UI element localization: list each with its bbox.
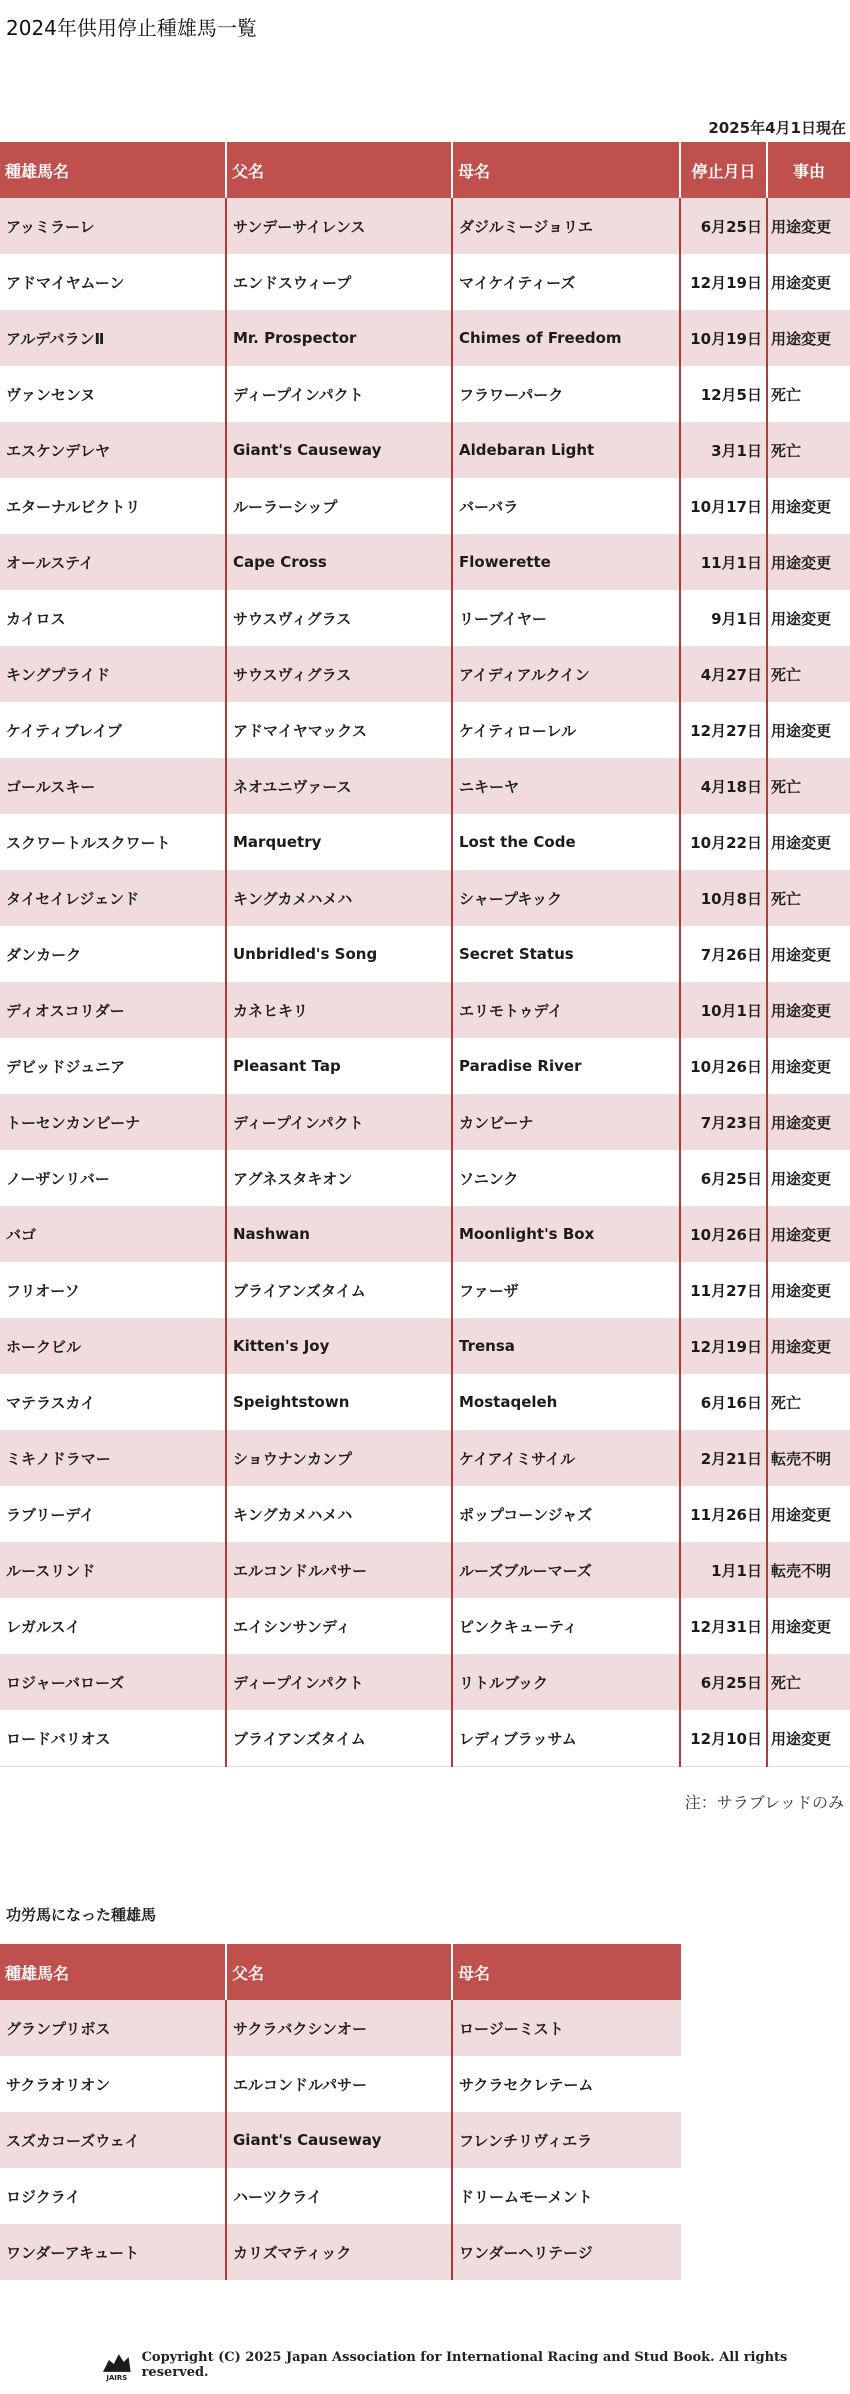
- cell-reason: 用途変更: [767, 926, 850, 982]
- table-row: [0, 534, 850, 590]
- cell-stallion-name: アルデバランⅡ: [0, 310, 226, 366]
- cell-dam: ダジルミージョリエ: [452, 198, 680, 254]
- cell-dam: ソニンク: [452, 1150, 680, 1206]
- cell-stop-date: 12月19日: [680, 254, 767, 310]
- table-row: [0, 2056, 681, 2112]
- cell-reason: 転売不明: [767, 1430, 850, 1486]
- cell-sire: ショウナンカンプ: [226, 1430, 452, 1486]
- cell-dam: フレンチリヴィエラ: [452, 2112, 681, 2168]
- as-of-date: 2025年4月1日現在: [708, 119, 846, 137]
- cell-stop-date: 10月22日: [680, 814, 767, 870]
- table-row: [0, 2112, 681, 2168]
- cell-reason: 用途変更: [767, 1206, 850, 1262]
- cell-reason: 用途変更: [767, 254, 850, 310]
- header-sire: 父名: [226, 142, 452, 198]
- cell-sire: カリズマティック: [226, 2224, 452, 2280]
- footnote: 注：サラブレッドのみ: [684, 1793, 844, 1812]
- cell-stop-date: 6月25日: [680, 1150, 767, 1206]
- cell-dam: ピンクキューティ: [452, 1598, 680, 1654]
- table-row: [0, 1654, 850, 1710]
- cell-reason: 用途変更: [767, 1150, 850, 1206]
- footer: [100, 2348, 850, 2382]
- cell-stop-date: 12月5日: [680, 366, 767, 422]
- cell-reason: 用途変更: [767, 198, 850, 254]
- cell-sire: キングカメハメハ: [226, 1486, 452, 1542]
- cell-stallion-name: ラブリーデイ: [0, 1486, 226, 1542]
- table-row: [0, 1430, 850, 1486]
- cell-dam: リトルブック: [452, 1654, 680, 1710]
- cell-stop-date: 12月10日: [680, 1710, 767, 1767]
- cell-stallion-name: サクラオリオン: [0, 2056, 226, 2112]
- cell-sire: キングカメハメハ: [226, 870, 452, 926]
- cell-stallion-name: ヴァンセンヌ: [0, 366, 226, 422]
- cell-stallion-name: スズカコーズウェイ: [0, 2112, 226, 2168]
- table-row: [0, 1150, 850, 1206]
- cell-dam: サクラセクレテーム: [452, 2056, 681, 2112]
- cell-sire: サウスヴィグラス: [226, 590, 452, 646]
- cell-sire: Unbridled's Song: [226, 926, 452, 982]
- table-row: [0, 1710, 850, 1767]
- cell-dam: Aldebaran Light: [452, 422, 680, 478]
- table-row: [0, 366, 850, 422]
- table-row: [0, 254, 850, 310]
- header-reason: 事由: [767, 142, 850, 198]
- cell-stallion-name: スクワートルスクワート: [0, 814, 226, 870]
- cell-sire: Giant's Causeway: [226, 422, 452, 478]
- cell-dam: リーブイヤー: [452, 590, 680, 646]
- cell-stop-date: 2月21日: [680, 1430, 767, 1486]
- cell-sire: アドマイヤマックス: [226, 702, 452, 758]
- cell-sire: エルコンドルパサー: [226, 2056, 452, 2112]
- cell-stallion-name: ロジクライ: [0, 2168, 226, 2224]
- cell-stop-date: 11月26日: [680, 1486, 767, 1542]
- table-row: [0, 422, 850, 478]
- cell-stallion-name: ミキノドラマー: [0, 1430, 226, 1486]
- cell-sire: ディープインパクト: [226, 1094, 452, 1150]
- cell-dam: ルーズブルーマーズ: [452, 1542, 680, 1598]
- cell-stallion-name: デビッドジュニア: [0, 1038, 226, 1094]
- cell-stop-date: 9月1日: [680, 590, 767, 646]
- cell-stallion-name: レガルスイ: [0, 1598, 226, 1654]
- cell-stallion-name: ケイティブレイブ: [0, 702, 226, 758]
- cell-stallion-name: ロジャーバローズ: [0, 1654, 226, 1710]
- table-row: [0, 2000, 681, 2056]
- cell-stallion-name: ノーザンリバー: [0, 1150, 226, 1206]
- cell-stop-date: 10月1日: [680, 982, 767, 1038]
- cell-dam: ファーザ: [452, 1262, 680, 1318]
- cell-stop-date: 3月1日: [680, 422, 767, 478]
- cell-reason: 用途変更: [767, 702, 850, 758]
- table-row: [0, 310, 850, 366]
- cell-sire: エイシンサンディ: [226, 1598, 452, 1654]
- cell-stallion-name: ディオスコリダー: [0, 982, 226, 1038]
- cell-stallion-name: エスケンデレヤ: [0, 422, 226, 478]
- cell-reason: 死亡: [767, 1374, 850, 1430]
- header-stop-date: 停止月日: [680, 142, 767, 198]
- table-row: [0, 1262, 850, 1318]
- cell-dam: ニキーヤ: [452, 758, 680, 814]
- cell-sire: カネヒキリ: [226, 982, 452, 1038]
- cell-reason: 用途変更: [767, 1710, 850, 1767]
- cell-dam: カンビーナ: [452, 1094, 680, 1150]
- cell-reason: 用途変更: [767, 1318, 850, 1374]
- table-row: [0, 982, 850, 1038]
- page-title: 2024年供用停止種雄馬一覧: [6, 16, 257, 40]
- cell-stallion-name: ワンダーアキュート: [0, 2224, 226, 2280]
- cell-stallion-name: アッミラーレ: [0, 198, 226, 254]
- cell-dam: マイケイティーズ: [452, 254, 680, 310]
- cell-reason: 用途変更: [767, 1038, 850, 1094]
- cell-stop-date: 12月19日: [680, 1318, 767, 1374]
- cell-stop-date: 1月1日: [680, 1542, 767, 1598]
- cell-sire: ブライアンズタイム: [226, 1262, 452, 1318]
- cell-stop-date: 6月16日: [680, 1374, 767, 1430]
- cell-stop-date: 10月26日: [680, 1206, 767, 1262]
- cell-stallion-name: トーセンカンビーナ: [0, 1094, 226, 1150]
- cell-stop-date: 11月27日: [680, 1262, 767, 1318]
- cell-sire: Nashwan: [226, 1206, 452, 1262]
- cell-stallion-name: オールステイ: [0, 534, 226, 590]
- cell-dam: フラワーパーク: [452, 366, 680, 422]
- cell-reason: 転売不明: [767, 1542, 850, 1598]
- cell-reason: 用途変更: [767, 1598, 850, 1654]
- cell-stop-date: 12月31日: [680, 1598, 767, 1654]
- cell-stallion-name: カイロス: [0, 590, 226, 646]
- cell-reason: 死亡: [767, 366, 850, 422]
- table-row: [0, 1374, 850, 1430]
- cell-stallion-name: ゴールスキー: [0, 758, 226, 814]
- cell-dam: Lost the Code: [452, 814, 680, 870]
- cell-sire: サウスヴィグラス: [226, 646, 452, 702]
- cell-stallion-name: エターナルビクトリ: [0, 478, 226, 534]
- cell-stallion-name: アドマイヤムーン: [0, 254, 226, 310]
- cell-dam: Paradise River: [452, 1038, 680, 1094]
- cell-stop-date: 10月26日: [680, 1038, 767, 1094]
- cell-reason: 死亡: [767, 758, 850, 814]
- cell-stallion-name: ロードバリオス: [0, 1710, 226, 1767]
- cell-reason: 用途変更: [767, 1486, 850, 1542]
- cell-stop-date: 10月19日: [680, 310, 767, 366]
- retired-stallions-table: [0, 1944, 681, 2280]
- cell-reason: 用途変更: [767, 534, 850, 590]
- jairs-logo-icon: [100, 2348, 134, 2382]
- cell-stallion-name: ルースリンド: [0, 1542, 226, 1598]
- cell-sire: Kitten's Joy: [226, 1318, 452, 1374]
- cell-sire: ハーツクライ: [226, 2168, 452, 2224]
- table-header-row: [0, 1944, 681, 2000]
- cell-stop-date: 7月23日: [680, 1094, 767, 1150]
- cell-dam: ロージーミスト: [452, 2000, 681, 2056]
- cell-reason: 死亡: [767, 870, 850, 926]
- table-row: [0, 814, 850, 870]
- cell-dam: シャープキック: [452, 870, 680, 926]
- cell-stallion-name: ホークビル: [0, 1318, 226, 1374]
- cell-sire: Cape Cross: [226, 534, 452, 590]
- cell-reason: 用途変更: [767, 1262, 850, 1318]
- cell-stallion-name: フリオーソ: [0, 1262, 226, 1318]
- cell-sire: サンデーサイレンス: [226, 198, 452, 254]
- cell-dam: レディブラッサム: [452, 1710, 680, 1767]
- cell-stop-date: 6月25日: [680, 198, 767, 254]
- cell-stop-date: 4月27日: [680, 646, 767, 702]
- suspended-stallions-table: [0, 142, 850, 1767]
- cell-sire: エンドスウィープ: [226, 254, 452, 310]
- cell-stop-date: 11月1日: [680, 534, 767, 590]
- cell-sire: Pleasant Tap: [226, 1038, 452, 1094]
- cell-dam: Chimes of Freedom: [452, 310, 680, 366]
- cell-sire: ディープインパクト: [226, 1654, 452, 1710]
- header-dam: 母名: [452, 142, 680, 198]
- cell-sire: Mr. Prospector: [226, 310, 452, 366]
- cell-sire: ブライアンズタイム: [226, 1710, 452, 1767]
- cell-stallion-name: キングプライド: [0, 646, 226, 702]
- cell-dam: Flowerette: [452, 534, 680, 590]
- table-row: [0, 198, 850, 254]
- cell-sire: エルコンドルパサー: [226, 1542, 452, 1598]
- table-row: [0, 1038, 850, 1094]
- cell-dam: Secret Status: [452, 926, 680, 982]
- cell-dam: バーバラ: [452, 478, 680, 534]
- cell-sire: ルーラーシップ: [226, 478, 452, 534]
- cell-stop-date: 4月18日: [680, 758, 767, 814]
- cell-stallion-name: ダンカーク: [0, 926, 226, 982]
- cell-reason: 死亡: [767, 1654, 850, 1710]
- table-row: [0, 926, 850, 982]
- cell-reason: 用途変更: [767, 310, 850, 366]
- table-row: [0, 1542, 850, 1598]
- table-body: [0, 198, 850, 1767]
- cell-reason: 死亡: [767, 422, 850, 478]
- cell-sire: アグネスタキオン: [226, 1150, 452, 1206]
- cell-sire: サクラバクシンオー: [226, 2000, 452, 2056]
- table-row: [0, 646, 850, 702]
- cell-reason: 用途変更: [767, 1094, 850, 1150]
- cell-dam: ケイアイミサイル: [452, 1430, 680, 1486]
- cell-stallion-name: バゴ: [0, 1206, 226, 1262]
- table-row: [0, 2224, 681, 2280]
- table-row: [0, 1486, 850, 1542]
- cell-dam: Moonlight's Box: [452, 1206, 680, 1262]
- cell-stop-date: 7月26日: [680, 926, 767, 982]
- table-row: [0, 2168, 681, 2224]
- cell-dam: ポップコーンジャズ: [452, 1486, 680, 1542]
- cell-sire: Speightstown: [226, 1374, 452, 1430]
- cell-stop-date: 10月17日: [680, 478, 767, 534]
- cell-dam: Trensa: [452, 1318, 680, 1374]
- table-header-row: [0, 142, 850, 198]
- copyright-text: Copyright (C) 2025 Japan Association for International Racing and Stud Book. All rights reserved.: [141, 2350, 788, 2380]
- table-row: [0, 1598, 850, 1654]
- cell-reason: 用途変更: [767, 478, 850, 534]
- table-body: [0, 2000, 681, 2280]
- table-row: [0, 590, 850, 646]
- cell-sire: Marquetry: [226, 814, 452, 870]
- header-dam: 母名: [452, 1944, 681, 2000]
- cell-dam: エリモトゥデイ: [452, 982, 680, 1038]
- header-stallion-name: 種雄馬名: [0, 142, 226, 198]
- cell-stop-date: 12月27日: [680, 702, 767, 758]
- table-row: [0, 1094, 850, 1150]
- cell-dam: Mostaqeleh: [452, 1374, 680, 1430]
- cell-dam: ドリームモーメント: [452, 2168, 681, 2224]
- table-row: [0, 1318, 850, 1374]
- cell-stop-date: 10月8日: [680, 870, 767, 926]
- cell-stallion-name: タイセイレジェンド: [0, 870, 226, 926]
- cell-reason: 用途変更: [767, 814, 850, 870]
- cell-reason: 用途変更: [767, 982, 850, 1038]
- header-sire: 父名: [226, 1944, 452, 2000]
- table-row: [0, 870, 850, 926]
- cell-sire: ネオユニヴァース: [226, 758, 452, 814]
- cell-dam: ワンダーヘリテージ: [452, 2224, 681, 2280]
- header-stallion-name: 種雄馬名: [0, 1944, 226, 2000]
- table-row: [0, 702, 850, 758]
- table-row: [0, 478, 850, 534]
- logo-text: JAIRS: [106, 2373, 128, 2382]
- cell-dam: アイディアルクイン: [452, 646, 680, 702]
- cell-stallion-name: マテラスカイ: [0, 1374, 226, 1430]
- table-row: [0, 1206, 850, 1262]
- cell-stop-date: 6月25日: [680, 1654, 767, 1710]
- cell-sire: Giant's Causeway: [226, 2112, 452, 2168]
- cell-dam: ケイティローレル: [452, 702, 680, 758]
- retired-section-title: 功労馬になった種雄馬: [6, 1906, 157, 1924]
- cell-sire: ディープインパクト: [226, 366, 452, 422]
- table-row: [0, 758, 850, 814]
- cell-stallion-name: グランプリボス: [0, 2000, 226, 2056]
- cell-reason: 用途変更: [767, 590, 850, 646]
- cell-reason: 死亡: [767, 646, 850, 702]
